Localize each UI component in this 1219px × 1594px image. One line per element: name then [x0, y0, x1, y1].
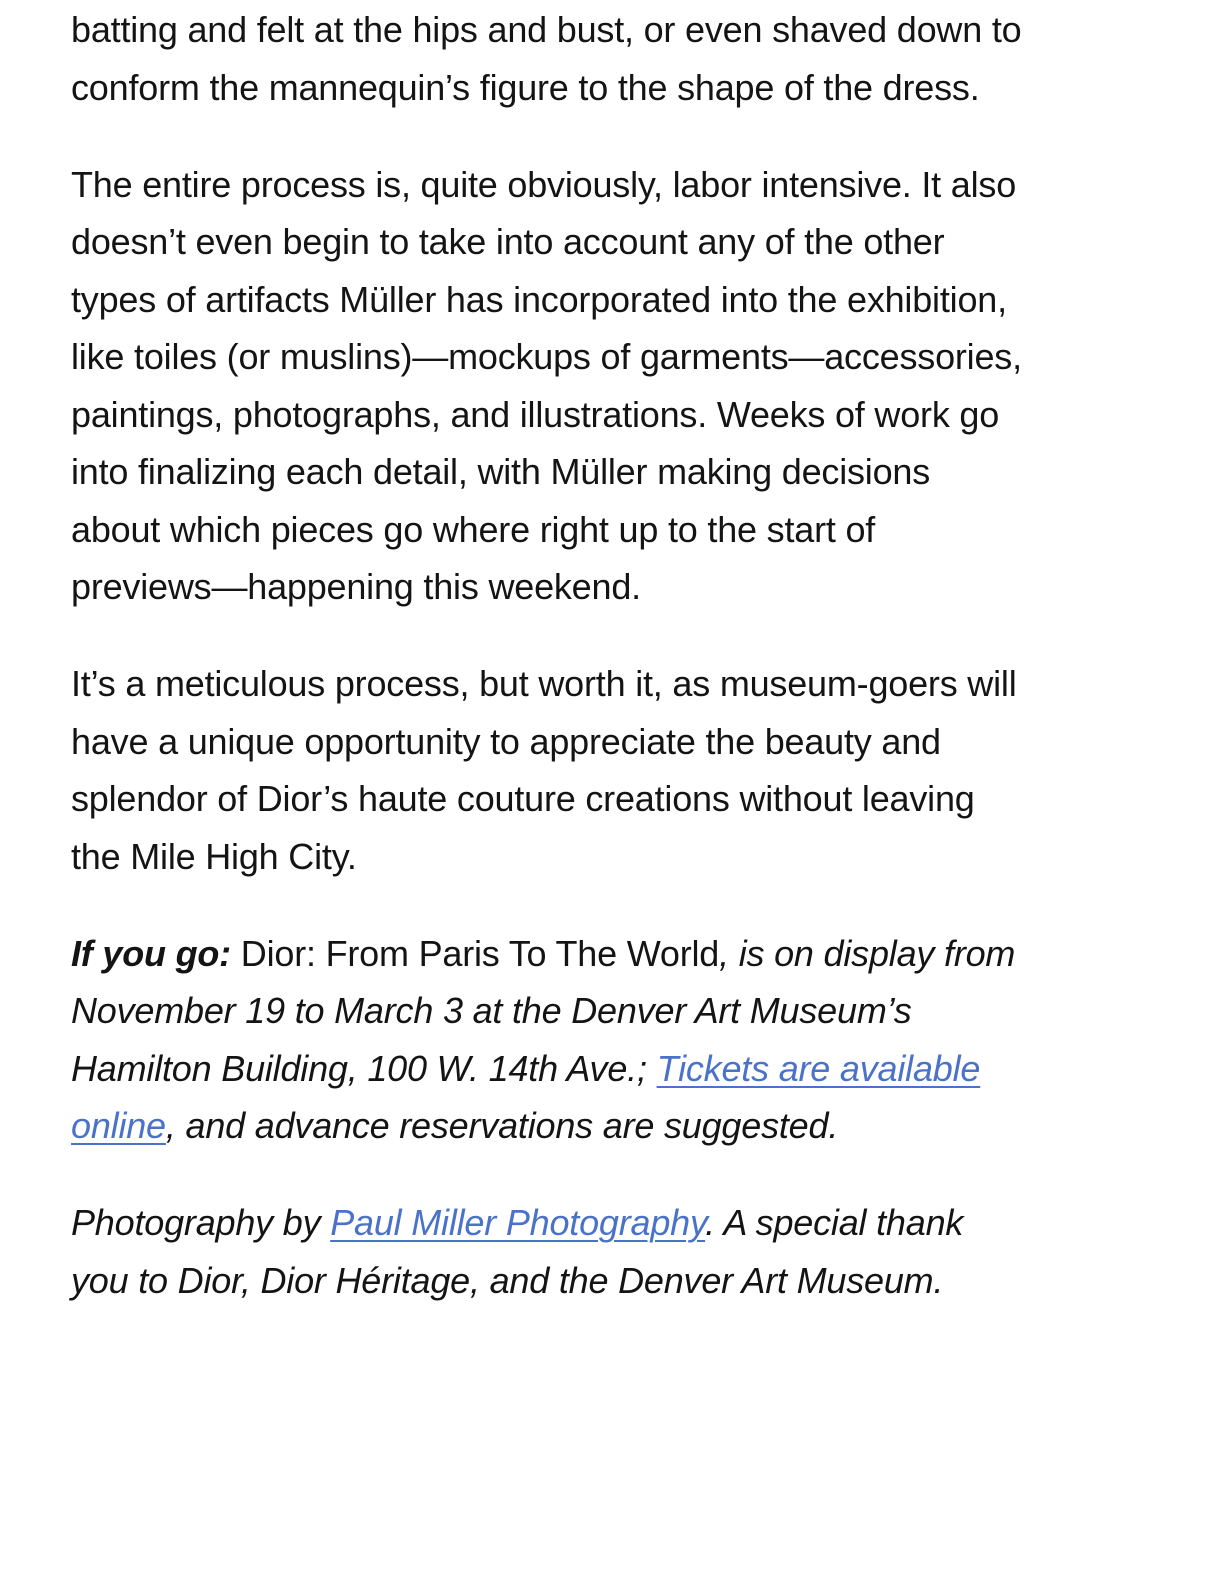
- text-segment: , and advance reservations are suggested.: [165, 1105, 839, 1146]
- text-segment: , is on display from: [719, 932, 1016, 974]
- text-line: It’s a meticulous process, but worth it, as museum-goers will: [71, 663, 1017, 704]
- text-line: previews—happening this weekend.: [71, 566, 641, 607]
- text-line: doesn’t even begin to take into account any of the other: [71, 221, 945, 262]
- paragraph-mannequin: [71, 1, 1151, 116]
- exhibition-title: Dior: From Paris To The World: [230, 932, 720, 974]
- if-you-go-label: If you go:: [71, 932, 231, 974]
- paragraph-process: [71, 156, 1151, 616]
- text-line: the Mile High City.: [71, 835, 357, 877]
- text-segment: Photography by: [71, 1202, 331, 1243]
- text-line: conform the mannequin’s figure to the shape of the dress.: [71, 66, 980, 108]
- text-line: types of artifacts Müller has incorporated into the exhibition,: [71, 278, 1007, 320]
- article-body: [71, 0, 1151, 1349]
- paragraph-meticulous: [71, 655, 1151, 885]
- paragraph-credits: [71, 1194, 1151, 1309]
- text-line: splendor of Dior’s haute couture creations without leaving: [71, 778, 975, 819]
- text-line: like toiles (or muslins)—mockups of garments—accessories,: [71, 336, 1022, 377]
- text-line: November 19 to March 3 at the Denver Art Museum’s: [71, 990, 912, 1031]
- text-segment: Hamilton Building, 100 W. 14th Ave.;: [71, 1047, 657, 1089]
- tickets-link[interactable]: Tickets are available: [656, 1047, 981, 1089]
- text-line: paintings, photographs, and illustrations. Weeks of work go: [71, 393, 1000, 435]
- text-segment: . A special thank: [705, 1202, 964, 1243]
- text-line: have a unique opportunity to appreciate the beauty and: [71, 720, 941, 762]
- text-line: into finalizing each detail, with Müller making decisions: [71, 451, 931, 492]
- text-line: The entire process is, quite obviously, labor intensive. It also: [71, 163, 1017, 205]
- text-line: about which pieces go where right up to the start of: [71, 508, 876, 550]
- photographer-link[interactable]: Paul Miller Photography: [330, 1202, 706, 1243]
- text-line: you to Dior, Dior Héritage, and the Denver Art Museum.: [71, 1259, 944, 1301]
- tickets-link-continued[interactable]: online: [71, 1105, 166, 1146]
- text-line: batting and felt at the hips and bust, or even shaved down to: [71, 9, 1022, 50]
- paragraph-if-you-go: [71, 925, 1151, 1155]
